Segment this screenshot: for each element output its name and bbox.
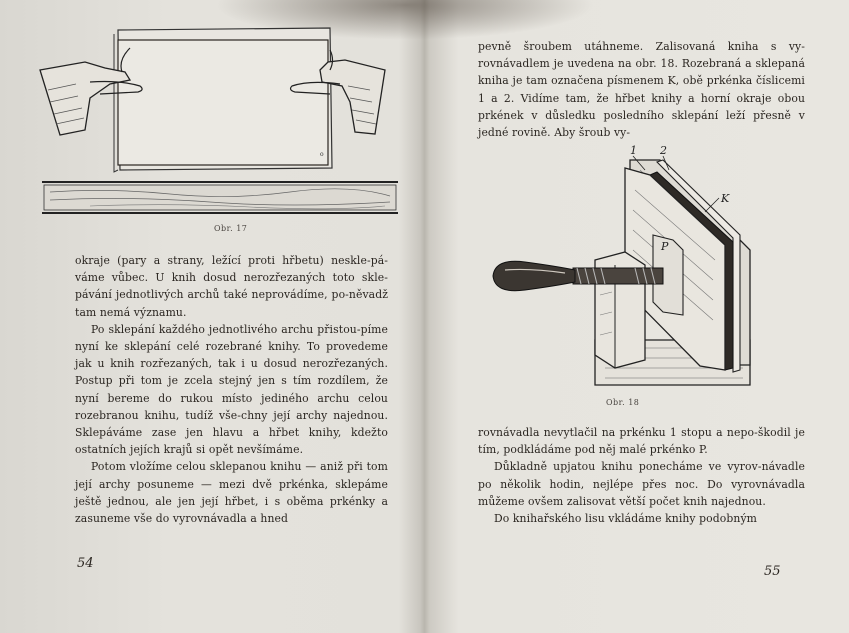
figure-caption: Obr. 18 (606, 398, 640, 407)
text-block (478, 38, 805, 141)
text-block (478, 424, 805, 527)
text-block (75, 252, 388, 527)
paragraph: Potom vložíme celou sklepanou knihu — aniž při tom její archy posuneme — mezi dvě prkénka, sklepáme ještě jednou, ale jen její hřbet, i s oběma prkénky a zasuneme vše do vyrovnávadla a hned (75, 460, 388, 526)
figure-label-k: K (721, 192, 730, 205)
figure-label-p: P (661, 240, 669, 253)
figure-label-1: 1 (630, 144, 637, 157)
figure-caption: Obr. 17 (214, 224, 248, 233)
paragraph: rovnávadla nevytlačil na prkénku 1 stopu a nepo-škodil je tím, podkládáme pod něj malé prkénko P. (478, 426, 805, 457)
figure-label-2: 2 (660, 144, 667, 157)
paragraph: Do knihařského lisu vkládáme knihy podobným (494, 512, 757, 526)
svg-text:o: o (320, 151, 324, 158)
paragraph: okraje (pary a strany, ležící proti hřbetu) neskle-pá-váme vůbec. U knih dosud nerozřezaných toto skle-pávání jednotlivých archů také neprovádíme, po-něvadž tam nemá významu. (75, 254, 388, 319)
paragraph: Důkladně upjatou knihu ponecháme ve vyrov-návadle po několik hodin, nejlépe přes noc. Do vyrovnávadla můžeme ovšem zalisovat větší počet knih najednou. (478, 460, 805, 508)
paragraph: pevně šroubem utáhneme. Zalisovaná kniha s vy-rovnávadlem je uvedena na obr. 18. Rozebraná a sklepaná kniha je tam označena písmenem K, obě prkénka číslicemi 1 a 2. Vidíme tam, že hřbet knihy a horní okraje obou prkének v důsledku posledního sklepání leží přesně v jedné rovině. Aby šroub vy- (478, 40, 805, 140)
paragraph: Po sklepání každého jednotlivého archu přistou-píme nyní ke sklepání celé rozebrané knihy. To provedeme jak u knih rozřezaných, tak i u dosud nerozřezaných. Postup při tom je zcela stejný jen s tím rozdílem, že nyní bereme do rukou místo jediného archu celou rozebranou knihu, tudíž vše-chny její archy najednou. Sklepáváme zase jen hlavu a hřbet knihy, kdežto ostatních jejích krajů si opět nevšímáme. (75, 322, 388, 457)
left-page (0, 0, 422, 633)
figure-18-illustration (485, 140, 765, 400)
page-number: 54 (77, 556, 94, 571)
figure-17-illustration (30, 20, 400, 220)
page-number: 55 (764, 564, 781, 579)
